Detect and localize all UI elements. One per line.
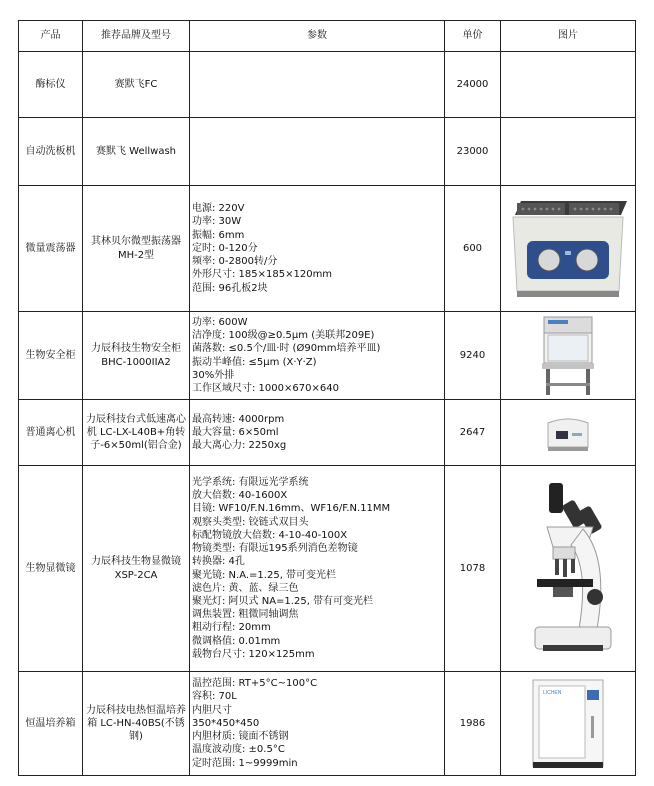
header-image: 图片	[501, 21, 636, 52]
brand-cell: 其林贝尔微型振荡器MH-2型	[83, 186, 190, 312]
incubator-image	[527, 676, 609, 772]
product-cell: 生物显微镜	[19, 466, 83, 672]
table-row	[19, 312, 636, 400]
product-cell: 自动洗板机	[19, 118, 83, 186]
image-cell	[501, 118, 636, 186]
equipment-table	[18, 20, 636, 776]
header-brand: 推荐品牌及型号	[83, 21, 190, 52]
table-row	[19, 672, 636, 776]
product-cell: 普通离心机	[19, 400, 83, 466]
brand-cell: 力辰科技生物安全柜 BHC-1000IIA2	[83, 312, 190, 400]
params-cell	[190, 52, 445, 118]
table-row	[19, 400, 636, 466]
params-cell: 温控范围: RT+5°C~100°C 容积: 70L 内胆尺寸 350*450*450 内胆材质: 镜面不锈钢 温度波动度: ±0.5°C 定时范围: 1~9999min	[190, 672, 445, 776]
price-cell: 1078	[445, 466, 501, 672]
brand-cell: 力辰科技生物显微镜 XSP-2CA	[83, 466, 190, 672]
price-cell: 23000	[445, 118, 501, 186]
table-row	[19, 466, 636, 672]
table-row	[19, 52, 636, 118]
image-cell	[501, 186, 636, 312]
plate-shaker-image	[507, 193, 629, 305]
price-cell: 600	[445, 186, 501, 312]
microscope-image	[513, 479, 623, 659]
params-cell: 电源: 220V 功率: 30W 振幅: 6mm 定时: 0-120分 频率: 0-2800转/分 外形尺寸: 185×185×120mm 范围: 96孔板2块	[190, 186, 445, 312]
price-cell: 1986	[445, 672, 501, 776]
params-cell: 功率: 600W 洁净度: 100级@≥0.5μm (美联邦209E) 菌落数: ≤0.5个/皿·时 (Ø90mm培养平皿) 振动半峰值: ≤5μm (X·Y·Z) 30%外排 工作区域尺寸: 1000×670×640	[190, 312, 445, 400]
brand-cell: 力辰科技台式低速离心机 LC-LX-L40B+角转子-6×50ml(铝合金)	[83, 400, 190, 466]
biosafety-cabinet-image	[538, 315, 598, 397]
params-cell: 光学系统: 有限远光学系统 放大倍数: 40-1600X 目镜: WF10/F.N.16mm、WF16/F.N.11MM 观察头类型: 铰链式双目头 标配物镜放大倍数: 4-10-40-100X 物镜类型: 有限远195系列消色差物镜 转换器: 4孔 聚光镜: N.A.=1.25, 带可变光栏 滤色片: 黄、蓝、绿三色 聚光灯: 阿贝式 NA=1.25, 带有可变光栏 调焦装置: 粗微同轴调焦 粗动行程: 20mm 微调格值: 0.01mm 载物台尺寸: 120×125mm	[190, 466, 445, 672]
table-header-row	[19, 21, 636, 52]
image-cell	[501, 52, 636, 118]
header-params: 参数	[190, 21, 445, 52]
table-row	[19, 118, 636, 186]
table-row	[19, 186, 636, 312]
header-product: 产品	[19, 21, 83, 52]
price-cell: 9240	[445, 312, 501, 400]
image-cell	[501, 400, 636, 466]
svg-text:LICHEN: LICHEN	[543, 689, 562, 696]
product-cell: 酶标仪	[19, 52, 83, 118]
price-cell: 24000	[445, 52, 501, 118]
product-cell: 微量震荡器	[19, 186, 83, 312]
header-price: 单价	[445, 21, 501, 52]
brand-cell: 赛默飞 Wellwash	[83, 118, 190, 186]
product-cell: 生物安全柜	[19, 312, 83, 400]
price-cell: 2647	[445, 400, 501, 466]
params-cell	[190, 118, 445, 186]
centrifuge-image	[542, 413, 594, 453]
image-cell	[501, 466, 636, 672]
brand-cell: 赛默飞FC	[83, 52, 190, 118]
params-cell: 最高转速: 4000rpm 最大容量: 6×50ml 最大离心力: 2250xg	[190, 400, 445, 466]
brand-cell: 力辰科技电热恒温培养箱 LC-HN-40BS(不锈钢)	[83, 672, 190, 776]
product-cell: 恒温培养箱	[19, 672, 83, 776]
image-cell	[501, 672, 636, 776]
image-cell	[501, 312, 636, 400]
